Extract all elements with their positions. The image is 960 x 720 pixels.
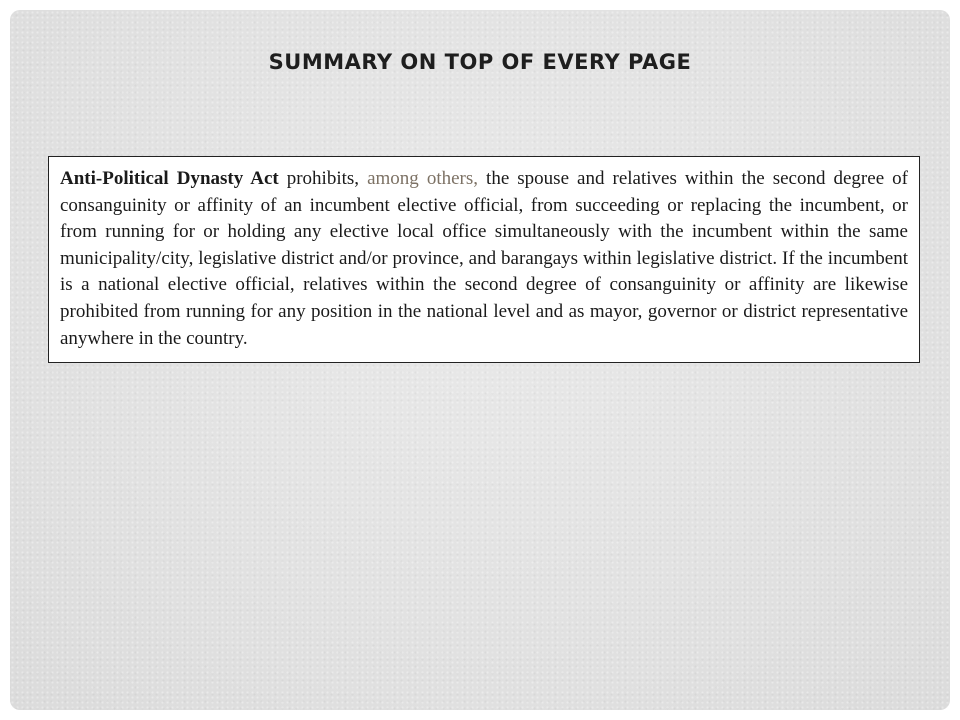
- slide: [10, 10, 950, 710]
- summary-text-part2: the spouse and relatives within the second degree of consanguinity or affinity of an incumbent elective official, from succeeding or replacing the incumbent, or from running for or holding any elective local office simultaneously with the incumbent within the same municipality/city, legislative district and/or province, and barangays within legislative district. If the incumbent is a national elective official, relatives within the second degree of consanguinity or affinity are likewise prohibited from running for any position in the national level and as mayor, governor or district representative anywhere in the country.: [60, 168, 908, 349]
- summary-text-part1: prohibits,: [278, 168, 368, 189]
- summary-text-muted: among others,: [367, 168, 479, 189]
- summary-box: [48, 156, 920, 363]
- act-name: Anti-Political Dynasty Act: [60, 168, 279, 189]
- slide-title: SUMMARY ON TOP OF EVERY PAGE: [268, 50, 692, 74]
